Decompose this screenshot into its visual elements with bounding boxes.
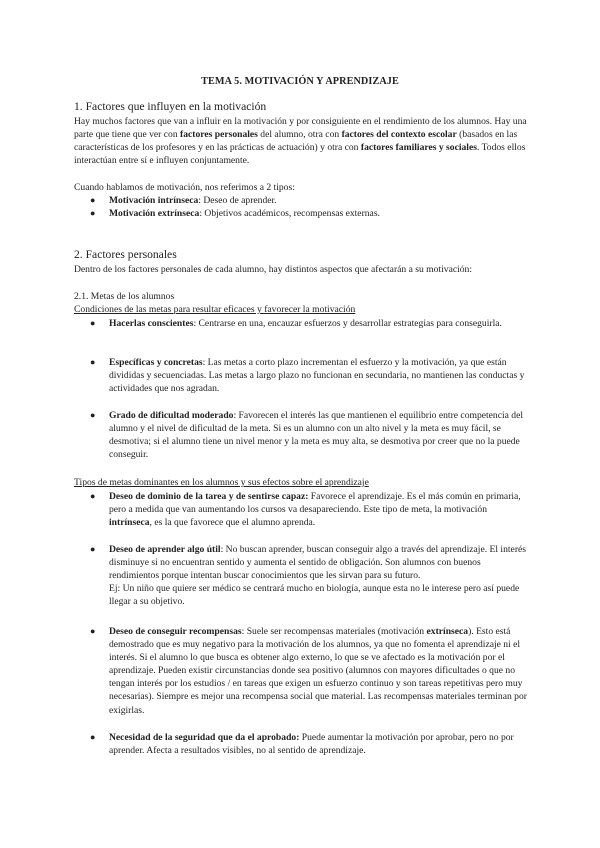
bold-text: Necesidad de la seguridad que da el aprobado:	[109, 732, 300, 743]
bullet-icon: ●	[90, 410, 96, 420]
conditions-list	[74, 409, 529, 461]
bold-text: Motivación intrínseca	[109, 195, 199, 206]
text-run: (basados en las características de los profesores y en las prácticas de actuación) y otra con	[74, 129, 518, 154]
list-item	[74, 731, 529, 757]
goal-types-list	[74, 543, 529, 608]
list-item	[74, 625, 529, 717]
bullet-icon: ●	[90, 544, 96, 554]
bold-text: intrínseca	[109, 517, 150, 529]
bullet-icon: ●	[90, 491, 96, 501]
text-run: : No buscan aprender, buscan conseguir algo a través del aprendizaje. El interés disminuye si no encuentran sentido y aumenta el sentido de obligación. Son alumnos con buenos rendimientos porque intentan buscar conocimientos que les sirvan para su futuro.	[109, 544, 527, 582]
text-run: Puede aumentar la motivación por aprobar, pero no por aprender. Afecta a resultados visibles, no al sentido de aprendizaje.	[109, 732, 514, 757]
goal-types-list	[74, 731, 529, 757]
document-title: TEMA 5. MOTIVACIÓN Y APRENDIZAJE	[201, 76, 399, 87]
bold-text: extrínseca	[426, 626, 469, 637]
subsection-heading: 2.1. Metas de los alumnos	[74, 291, 175, 302]
section-2-intro: Dentro de los factores personales de cada alumno, hay distintos aspectos que afectarán a su motivación:	[74, 264, 473, 275]
text-run: . Todos ellos interactúan entre sí e influyen conjuntamente.	[74, 142, 526, 167]
bullet-icon: ●	[90, 318, 96, 328]
goal-types-list	[74, 625, 529, 717]
list-item	[74, 543, 529, 608]
motivation-types-list	[74, 194, 529, 220]
bullet-icon: ●	[90, 626, 96, 636]
section-2-heading: 2. Factores personales	[74, 248, 177, 261]
text-run: Favorece el aprendizaje. Es el más común en primaria, pero a medida que van aumentando los cursos va desapareciendo. Este tipo de meta, la motivación	[109, 491, 521, 516]
list-item	[74, 194, 529, 207]
bold-text: Deseo de aprender algo útil	[109, 544, 221, 555]
text-run: Hay muchos factores que van a influir en la motivación y por consiguiente en el rendimiento de los alumnos. Hay una parte que tiene que ver con	[74, 116, 527, 141]
text-run: , es la que favorece que el alumno aprenda.	[149, 517, 316, 529]
conditions-list	[74, 317, 529, 330]
section-1-paragraph	[74, 115, 529, 167]
text-run: Ej: Un niño que quiere ser médico se centrará mucho en biología, aunque esta no le interese pero así puede llegar a su objetivo.	[109, 583, 520, 608]
bold-text: factores familiares y sociales	[360, 142, 477, 154]
text-run: del alumno, otra con	[257, 129, 342, 141]
goal-types-list	[74, 490, 529, 529]
list-item	[74, 490, 529, 529]
text-run: : Deseo de aprender.	[198, 195, 277, 206]
list-item	[74, 207, 529, 220]
conditions-title: Condiciones de las metas para resultar eficaces y favorecer la motivación	[74, 304, 356, 315]
text-run: ). Esto está demostrado que es muy negativo para la motivación de los alumnos, ya que no fomenta el aprendizaje ni el interés. Si el alumno lo que busca es obtener algo externo, lo que se ve afectado es la motivación por el aprendizaje. Pueden existir circunstancias donde sea positivo (alumnos con mayores dificultades o que no tengan interés por los estudios / en tareas que exigen un esfuerzo continuo y son tareas repetitivas pero muy necesarias). Siempre es mejor una recompensa social que material. Las recompensas materiales terminan por exigirlas.	[109, 626, 527, 716]
bullet-icon: ●	[90, 732, 96, 742]
bold-text: Motivación extrínseca	[109, 208, 200, 220]
bullet-icon: ●	[90, 208, 96, 219]
bold-text: factores del contexto escolar	[341, 129, 457, 141]
bullet-icon: ●	[90, 357, 96, 367]
bold-text: Deseo de conseguir recompensas	[109, 626, 242, 637]
bold-text: Deseo de dominio de la tarea y de sentirse capaz:	[109, 491, 309, 502]
goal-types-title: Tipos de metas dominantes en los alumnos y sus efectos sobre el aprendizaje	[74, 477, 369, 488]
list-item: ● Específicas y concretas: Las metas a corto plazo incrementan el esfuerzo y la motivación, ya que están divididas y secuenciadas. Las metas a largo plazo no funcionan en secundaria, no mantienen las conductas y actividades que nos agradan.	[90, 357, 525, 395]
conditions-list	[74, 356, 529, 395]
bullet-icon: ●	[90, 195, 96, 205]
text-run: : Objetivos académicos, recompensas externas.	[199, 208, 380, 220]
text-run: : Suele ser recompensas materiales (motivación	[241, 626, 427, 637]
list-item: ● Hacerlas conscientes: Centrarse en una, encauzar esfuerzos y desarrollar estrategias para conseguirla.	[90, 318, 502, 329]
bold-text: factores personales	[180, 129, 258, 141]
list-item: ● Grado de dificultad moderado: Favorecen el interés las que mantienen el equilibrio entre competencia del alumno y el nivel de dificultad de la meta. Si es un alumno con un alto nivel y la meta es muy fácil, se desmotiva; si el alumno tiene un nivel menor y la meta es muy alta, se desmotiva por creer que no la puede conseguir.	[90, 410, 524, 461]
motivation-types-intro: Cuando hablamos de motivación, nos referimos a 2 tipos:	[74, 182, 295, 193]
section-1-heading: 1. Factores que influyen en la motivación	[74, 100, 267, 113]
